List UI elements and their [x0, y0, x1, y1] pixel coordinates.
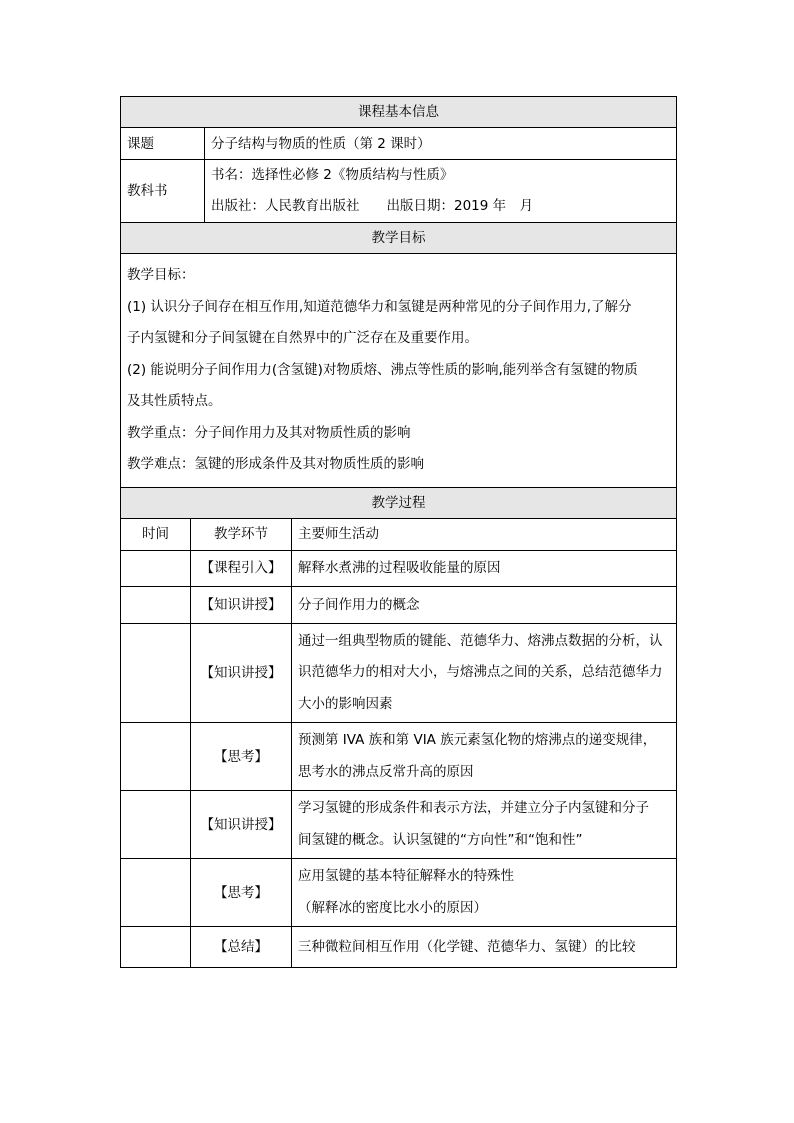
textbook-row	[121, 160, 677, 223]
process-activity	[292, 623, 677, 723]
objectives-content	[121, 254, 677, 488]
column-header-stage: 教学环节	[191, 518, 292, 550]
process-row	[121, 623, 677, 723]
process-section-title: 教学过程	[121, 487, 677, 518]
process-row	[121, 859, 677, 927]
objective-line: 教学目标：	[127, 267, 195, 283]
process-activity	[292, 927, 677, 968]
process-row	[121, 723, 677, 791]
process-stage: 【知识讲授】	[191, 586, 292, 623]
publisher-info: 出版社：人民教育出版社 出版日期：2019 年 月	[211, 198, 534, 214]
activity-line: 应用氢键的基本特征解释水的特殊性	[298, 868, 514, 884]
topic-label: 课题	[121, 128, 205, 160]
column-header-activity: 主要师生活动	[292, 518, 677, 550]
process-row	[121, 927, 677, 968]
process-time	[121, 723, 191, 791]
activity-line: 识范德华力的相对大小，与熔沸点之间的关系，总结范德华力	[298, 664, 663, 680]
activity-line: 思考水的沸点反常升高的原因	[298, 763, 474, 780]
process-stage: 【思考】	[191, 859, 292, 927]
lesson-plan-table	[120, 96, 677, 968]
process-activity	[292, 550, 677, 586]
process-stage: 【课程引入】	[191, 550, 292, 586]
column-header-time: 时间	[121, 518, 191, 550]
process-activity	[292, 723, 677, 791]
activity-line: 间氢键的概念。认识氢键的“方向性”和“饱和性”	[298, 831, 583, 848]
textbook-label: 教科书	[121, 160, 205, 223]
process-activity	[292, 586, 677, 623]
course-info-header-row	[121, 97, 677, 128]
objectives-header-row	[121, 223, 677, 254]
textbook-details	[205, 160, 677, 223]
topic-value: 分子结构与物质的性质（第 2 课时）	[205, 128, 677, 160]
process-row	[121, 586, 677, 623]
process-row	[121, 550, 677, 586]
objective-line: 及其性质特点。	[127, 393, 222, 409]
activity-line: 三种微粒间相互作用（化学键、范德华力、氢键）的比较	[298, 939, 636, 955]
process-stage: 【思考】	[191, 723, 292, 791]
process-activity	[292, 859, 677, 927]
process-stage: 【知识讲授】	[191, 623, 292, 723]
process-column-headers	[121, 518, 677, 550]
activity-line: 通过一组典型物质的键能、范德华力、熔沸点数据的分析，认	[298, 632, 663, 649]
key-point: 教学重点：分子间作用力及其对物质性质的影响	[127, 424, 411, 441]
process-header-row	[121, 487, 677, 518]
process-time	[121, 791, 191, 859]
process-time	[121, 927, 191, 968]
activity-line: 大小的影响因素	[298, 695, 393, 712]
process-time	[121, 550, 191, 586]
course-info-section-title: 课程基本信息	[121, 97, 677, 128]
book-name: 书名：选择性必修 2《物质结构与性质》	[211, 167, 454, 183]
activity-line: （解释冰的密度比水小的原因）	[298, 899, 487, 916]
process-stage: 【知识讲授】	[191, 791, 292, 859]
activity-line: 学习氢键的形成条件和表示方法，并建立分子内氢键和分子	[298, 800, 649, 816]
process-activity	[292, 791, 677, 859]
process-time	[121, 859, 191, 927]
objective-line: (2) 能说明分子间作用力(含氢键)对物质熔、沸点等性质的影响,能列举含有氢键的物质	[127, 361, 638, 378]
topic-row	[121, 128, 677, 160]
objectives-content-row	[121, 254, 677, 488]
activity-line: 解释水煮沸的过程吸收能量的原因	[298, 560, 501, 576]
process-row	[121, 791, 677, 859]
process-stage: 【总结】	[191, 927, 292, 968]
objectives-section-title: 教学目标	[121, 223, 677, 254]
objective-line: 子内氢键和分子间氢键在自然界中的广泛存在及重要作用。	[127, 330, 478, 346]
activity-line: 分子间作用力的概念	[298, 596, 420, 613]
activity-line: 预测第 IVA 族和第 VIA 族元素氢化物的熔沸点的递变规律，	[298, 732, 657, 748]
process-time	[121, 586, 191, 623]
process-time	[121, 623, 191, 723]
difficult-point: 教学难点：氢键的形成条件及其对物质性质的影响	[127, 456, 424, 472]
objective-line: (1) 认识分子间存在相互作用,知道范德华力和氢键是两种常见的分子间作用力,了解分	[127, 298, 632, 315]
